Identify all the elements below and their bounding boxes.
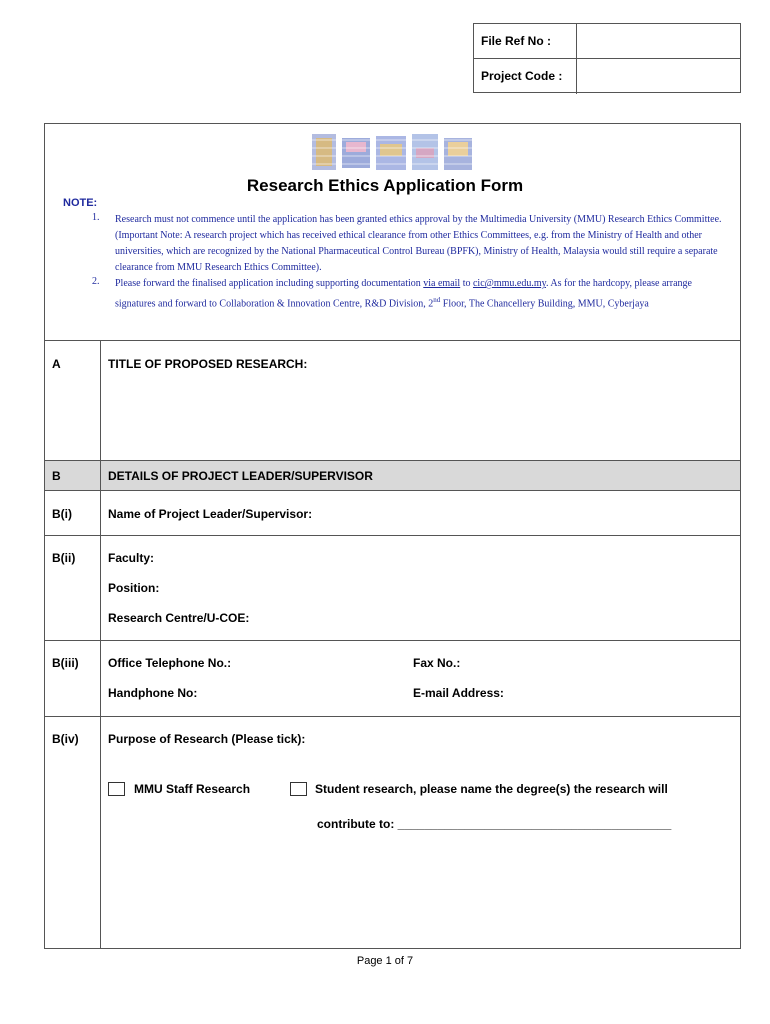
student-research-label: Student research, please name the degree(s) the research will [315,782,668,796]
note-text-2 [115,276,725,312]
file-ref-row [474,24,740,59]
via-email-link[interactable]: via email [423,278,461,289]
note-label: NOTE: [63,197,98,209]
file-ref-field[interactable] [577,24,740,58]
note-2-text-end: Floor, The Chancellery Building, MMU, Cyberjaya [440,298,649,310]
section-b-label: B [52,469,61,483]
page-number: Page 1 of 7 [356,955,414,967]
file-ref-label: File Ref No : [474,24,577,58]
note-2-text-after: . As for the hardcopy, please arrange signatures and forward to Collaboration & Innovation Centre, R&D Division, 2 [115,278,692,310]
section-a-label: A [52,357,61,371]
section-b-title: DETAILS OF PROJECT LEADER/SUPERVISOR [108,469,373,483]
university-logo [306,128,478,176]
note-2-superscript: nd [433,296,441,304]
leader-name-label: Name of Project Leader/Supervisor: [108,507,313,521]
project-code-label: Project Code : [474,59,577,94]
form-title: Research Ethics Application Form [246,176,524,195]
divider-bii-top [44,535,741,536]
email-link[interactable]: cic@mmu.edu.my [472,278,546,289]
student-research-checkbox[interactable] [290,782,307,796]
project-code-field[interactable] [577,59,740,94]
divider-biv-top [44,716,741,717]
label-column-divider [100,340,101,948]
faculty-label: Faculty: [108,551,155,565]
research-centre-label: Research Centre/U-COE: [108,611,250,625]
section-biii-label: B(iii) [52,656,79,670]
degree-contribution-line: contribute to: _________________________________________ [317,817,672,831]
staff-research-checkbox[interactable] [108,782,125,796]
email-address-label: E-mail Address: [413,686,504,700]
divider-b-top [44,460,741,461]
note-2-text-before: Please forward the finalised application including supporting documentation [115,278,421,289]
reference-table [473,23,741,93]
office-phone-label: Office Telephone No.: [108,656,232,670]
section-bii-label: B(ii) [52,551,76,565]
handphone-label: Handphone No: [108,686,198,700]
divider-biii-top [44,640,741,641]
purpose-label: Purpose of Research (Please tick): [108,732,306,746]
section-bi-label: B(i) [52,507,72,521]
note-text-1: Research must not commence until the application has been granted ethics approval by the Multimedia University (MMU) Research Ethics Committee. (Important Note: A research project which has received ethical clearance from other Ethics Committees, e.g. from the Ministry of Health and other universities, which are recognized by the National Pharmaceutical Control Bureau (BPFK), Ministry of Health, Malaysia would still require a separate clearance from MMU Research Ethics Committee). [115,214,722,273]
position-label: Position: [108,581,160,595]
note-number-2: 2. [92,276,100,287]
note-number-1: 1. [92,212,100,223]
note-2-to: to [462,278,471,289]
section-biv-label: B(iv) [52,732,79,746]
staff-research-label: MMU Staff Research [134,782,251,796]
divider-bi-top [44,490,741,491]
project-code-row [474,59,740,94]
fax-label: Fax No.: [413,656,461,670]
divider-a-top [44,340,741,341]
section-a-title: TITLE OF PROPOSED RESEARCH: [108,357,308,371]
